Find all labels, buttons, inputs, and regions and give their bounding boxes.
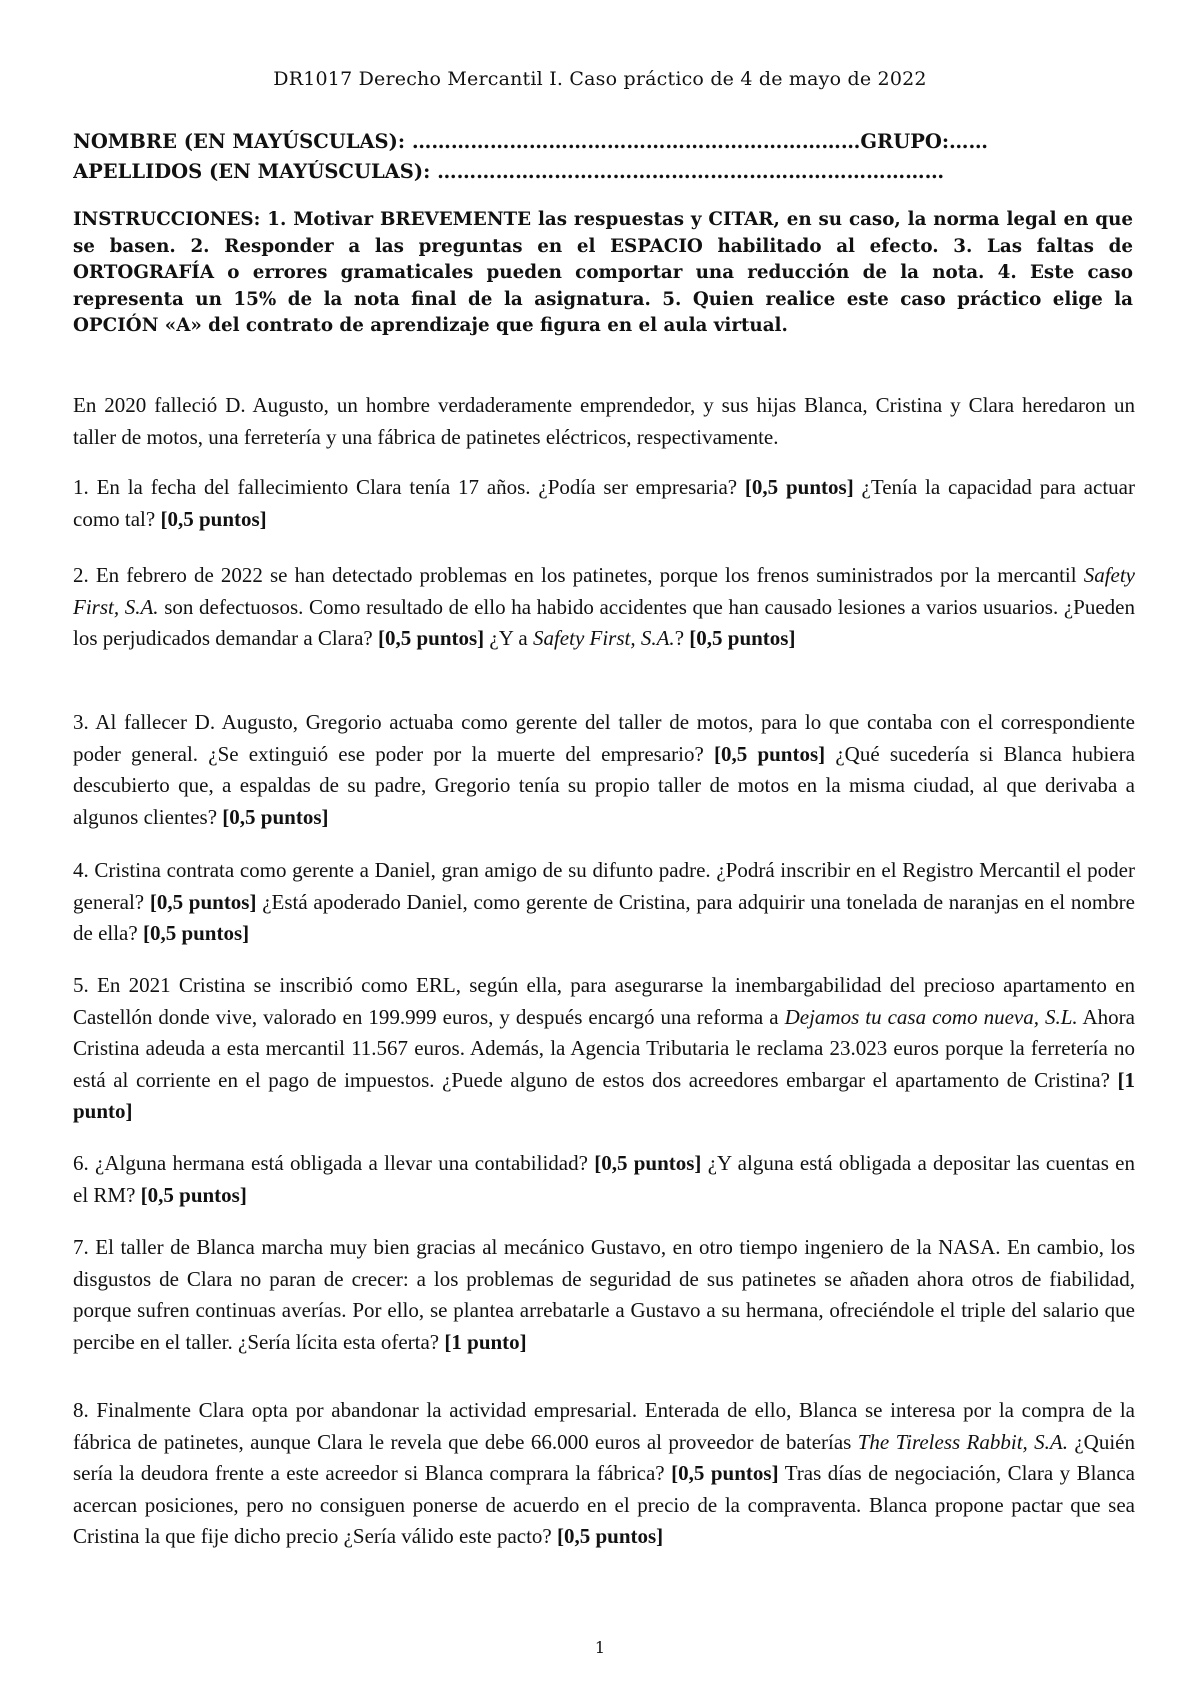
apellidos-field[interactable]: APELLIDOS (EN MAYÚSCULAS): …………………………………………………………………… bbox=[73, 160, 945, 183]
question-4 bbox=[73, 855, 1135, 950]
q2-points-1: [0,5 puntos] bbox=[377, 626, 485, 650]
q1-text-b: ¿Tenía la capacidad para actuar como tal? bbox=[73, 475, 1135, 531]
q8-text-b: ¿Quién sería la deudora frente a este acreedor si Blanca comprara la fábrica? bbox=[73, 1429, 1135, 1485]
q1-text-a: 1. En la fecha del fallecimiento Clara tenía 17 años. ¿Podía ser empresaria? bbox=[73, 475, 745, 499]
q3-points-1: [0,5 puntos] bbox=[714, 741, 826, 766]
q8-points-2: [0,5 puntos] bbox=[556, 1524, 664, 1548]
q8-text-a: 8. Finalmente Clara opta por abandonar la actividad empresarial. Enterada de ello, Blanca se interesa por la compra de la fábrica de patinetes, aunque Clara le revela que debe 66.000 euros al proveedor de baterías bbox=[73, 1398, 1135, 1454]
q6-text-b: ¿Y alguna está obligada a depositar las cuentas en el RM? bbox=[73, 1151, 1135, 1207]
q7-points-1: [1 punto] bbox=[444, 1329, 527, 1354]
q1-points-1: [0,5 puntos] bbox=[744, 475, 854, 499]
page-number: 1 bbox=[594, 1638, 606, 1657]
q2-company-1: Safety First, S.A. bbox=[73, 563, 1135, 619]
q2-points-2: [0,5 puntos] bbox=[689, 626, 796, 650]
q5-company-1: Dejamos tu casa como nueva, S.L. bbox=[784, 1004, 1078, 1029]
question-2 bbox=[73, 560, 1135, 655]
q2-company-2: Safety First, S.A. bbox=[532, 626, 675, 650]
q2-text-d: ? bbox=[674, 626, 690, 650]
q2-text-b: son defectuosos. Como resultado de ello ha habido accidentes que han causado lesiones a varios usuarios. ¿Pueden los perjudicados demandar a Clara? bbox=[73, 594, 1135, 650]
q4-text-a: 4. Cristina contrata como gerente a Daniel, gran amigo de su difunto padre. ¿Podrá inscribir en el Registro Mercantil el poder general? bbox=[73, 858, 1135, 914]
question-6 bbox=[73, 1148, 1135, 1211]
question-8 bbox=[73, 1395, 1135, 1553]
q1-points-2: [0,5 puntos] bbox=[160, 506, 267, 531]
q6-points-1: [0,5 puntos] bbox=[594, 1151, 702, 1175]
q4-text-b: ¿Está apoderado Daniel, como gerente de Cristina, para adquirir una tonelada de naranjas en el nombre de ella? bbox=[73, 889, 1135, 945]
q3-text-b: ¿Qué sucedería si Blanca hubiera descubierto que, a espaldas de su padre, Gregorio tenía su propio taller de motos en la misma ciudad, al que derivaba a algunos clientes? bbox=[73, 741, 1135, 829]
q2-text-c: ¿Y a bbox=[484, 626, 533, 650]
question-7 bbox=[73, 1232, 1135, 1358]
instructions: INSTRUCCIONES: 1. Motivar BREVEMENTE las respuestas y CITAR, en su caso, la norma legal en que se basen. 2. Responder a las preguntas en el ESPACIO habilitado al efecto. 3. Las faltas de ORTOGRAFÍA o errores gramaticales pueden comportar una reducción de la nota. 4. Este caso representa un 15% de la nota final de la asignatura. 5. Quien realice este caso práctico elige la OPCIÓN «A» del contrato de aprendizaje que figura en el aula virtual. bbox=[73, 209, 1133, 336]
q3-text-a: 3. Al fallecer D. Augusto, Gregorio actuaba como gerente del taller de motos, para lo que contaba con el correspondiente poder general. ¿Se extinguió ese poder por la muerte del empresario? bbox=[73, 710, 1135, 766]
nombre-field[interactable]: NOMBRE (EN MAYÚSCULAS): ……………………………………………………………GRUPO:…… bbox=[73, 130, 989, 153]
q5-points-1: [1 punto] bbox=[73, 1067, 1135, 1123]
question-3 bbox=[73, 707, 1135, 833]
page-header: DR1017 Derecho Mercantil I. Caso práctico de 4 de mayo de 2022 bbox=[273, 68, 927, 90]
case-intro bbox=[73, 390, 1135, 453]
q4-points-1: [0,5 puntos] bbox=[149, 889, 257, 914]
q7-text-a: 7. El taller de Blanca marcha muy bien gracias al mecánico Gustavo, en otro tiempo ingeniero de la NASA. En cambio, los disgustos de Clara no paran de crecer: a los problemas de seguridad de sus patinetes se añaden ahora otros de fiabilidad, porque sufren continuas averías. Por ello, se plantea arrebatarle a Gustavo a su hermana, ofreciéndole el triple del salario que percibe en el taller. ¿Sería lícita esta oferta? bbox=[73, 1235, 1135, 1354]
q4-points-2: [0,5 puntos] bbox=[142, 921, 250, 945]
question-5 bbox=[73, 970, 1135, 1128]
q5-text-a: 5. En 2021 Cristina se inscribió como ERL, según ella, para asegurarse la inembargabilidad del precioso apartamento en Castellón donde vive, valorado en 199.999 euros, y después encargó una reforma a bbox=[73, 973, 1135, 1029]
q5-text-b: Ahora Cristina adeuda a esta mercantil 11.567 euros. Además, la Agencia Tributaria le reclama 23.023 euros porque la ferretería no está al corriente en el pago de impuestos. ¿Puede alguno de estos dos acreedores embargar el apartamento de Cristina? bbox=[73, 1004, 1135, 1092]
q6-points-2: [0,5 puntos] bbox=[140, 1182, 247, 1207]
q8-company-1: The Tireless Rabbit, S.A. bbox=[857, 1429, 1068, 1454]
q6-text-a: 6. ¿Alguna hermana está obligada a llevar una contabilidad? bbox=[73, 1151, 595, 1175]
q2-text-a: 2. En febrero de 2022 se han detectado problemas en los patinetes, porque los frenos suministrados por la mercantil bbox=[73, 563, 1084, 587]
intro-text: En 2020 falleció D. Augusto, un hombre verdaderamente emprendedor, y sus hijas Blanca, Cristina y Clara heredaron un taller de motos, una ferretería y una fábrica de patinetes eléctricos, respectivamente. bbox=[73, 393, 1135, 449]
q8-points-1: [0,5 puntos] bbox=[671, 1461, 779, 1485]
question-1 bbox=[73, 472, 1135, 535]
q3-points-2: [0,5 puntos] bbox=[222, 804, 329, 829]
q8-text-c: Tras días de negociación, Clara y Blanca acercan posiciones, pero no consiguen ponerse de acuerdo en el precio de la compraventa. Blanca propone pactar que sea Cristina la que fije dicho precio ¿Sería válido este pacto? bbox=[73, 1461, 1135, 1548]
